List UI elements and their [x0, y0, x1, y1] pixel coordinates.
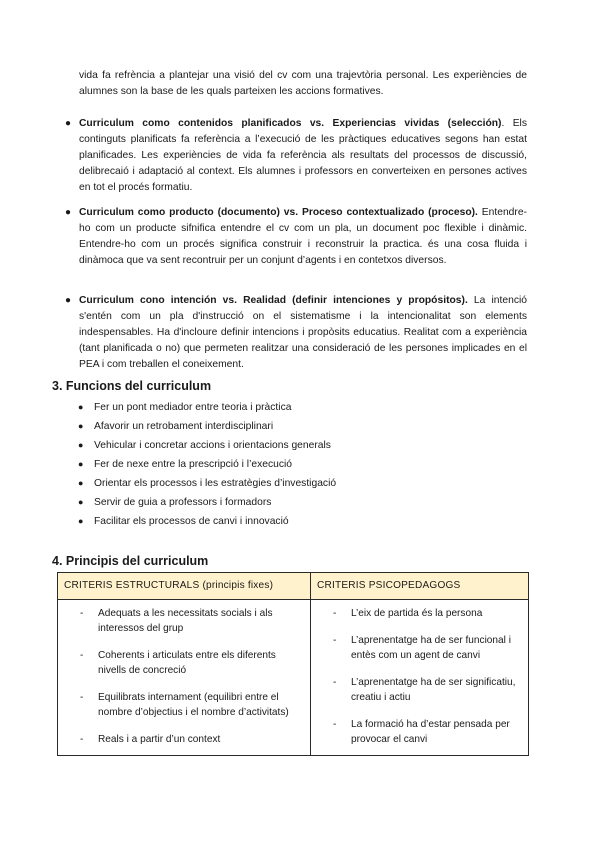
- bullet-icon: ●: [65, 295, 72, 306]
- bullet-text: . Els continguts planificats fa referència a l’execució de les pràctiques educatives segons han estat planificades. Les experiències de vida fa referència als resultats del processos de discussió, delibrecaió i adaptació al context. Els alumnes i professors en converteixen en persones actives en tot el procés formatiu.: [79, 118, 527, 193]
- bullet-heading: Curriculum como producto (documento) vs. Proceso contextualizado (proceso).: [79, 207, 478, 218]
- bullet-icon: ●: [78, 421, 84, 431]
- bullet-heading: Curriculum cono intención vs. Realidad (definir intenciones y propósitos).: [79, 295, 468, 306]
- bullet-icon: ●: [65, 207, 72, 218]
- bullet-heading: Curriculum como contenidos planificados vs. Experiencias vividas (selección): [79, 118, 502, 129]
- bullet-icon: ●: [78, 459, 84, 469]
- table-header-structural: CRITERIS ESTRUCTURALS (principis fixes): [58, 573, 311, 600]
- bullet-item-2: [65, 205, 527, 269]
- table-list-item: - Equilibrats internament (equilibri entre el nombre d’objectius i el nombre d’activitats): [80, 692, 289, 718]
- table-list-item: - Coherents i articulats entre els diferents nivells de concreció: [80, 650, 276, 676]
- table-list-item: - L’eix de partida és la persona: [333, 608, 483, 619]
- bullet-icon: ●: [78, 478, 84, 488]
- bullet-text: La intenció s'entén com un pla d'instrucció on el sistematisme i la intencionalitat son elements indespensables. Ha d'incloure definir intencions i propòsits educatius. Realitat com a experiència (tant planificada o no) que permeten realitzar una consideració de les persones implicades en el PEA i com treballen el coneixement.: [79, 295, 527, 370]
- bullet-icon: ●: [78, 402, 84, 412]
- functions-list: [78, 398, 336, 531]
- bullet-item-1: [65, 116, 527, 196]
- list-item: ● Facilitar els processos de canvi i innovació: [78, 512, 336, 531]
- bullet-icon: ●: [78, 516, 84, 526]
- dash-icon: -: [333, 677, 337, 688]
- dash-icon: -: [80, 650, 84, 661]
- table-list-item: - La formació ha d’estar pensada per provocar el canvi: [333, 719, 510, 745]
- dash-icon: -: [80, 734, 84, 745]
- list-item: ● Orientar els processos i les estratègies d’investigació: [78, 474, 336, 493]
- bullet-icon: ●: [65, 118, 72, 129]
- table-list-item: - Reals i a partir d’un context: [80, 734, 221, 745]
- dash-icon: -: [333, 635, 337, 646]
- intro-paragraph: vida fa refrència a plantejar una visió del cv com una trajevtòria personal. Les experiències de alumnes son la base de les quals parteixen les accions formatives.: [79, 70, 527, 97]
- bullet-text: Entendre-ho com un producte sifnifica entendre el cv com un pla, un document poc flexible i dinàmic. Entendre-ho com un procés significa construir i reconstruir la practica. és una cosa fluida i dinàmoca que va sent recontruir per un conjunt d’agents i en contetxos diversos.: [79, 207, 527, 266]
- criteria-table: [57, 572, 529, 756]
- list-item: ● Servir de guia a professors i formadors: [78, 493, 336, 512]
- table-cell-structural: [58, 600, 311, 756]
- bullet-icon: ●: [78, 440, 84, 450]
- dash-icon: -: [333, 719, 337, 730]
- table-list-item: - L’aprenentatge ha de ser significatiu, creatiu i actiu: [333, 677, 516, 703]
- table-header-psychopedagogical: CRITERIS PSICOPEDAGOGS: [311, 573, 529, 600]
- section-4-title: 4. Principis del curriculum: [52, 554, 209, 568]
- list-item: ● Fer un pont mediador entre teoria i pràctica: [78, 398, 336, 417]
- list-item: ● Afavorir un retrobament interdisciplinari: [78, 417, 336, 436]
- dash-icon: -: [80, 608, 84, 619]
- table-list-item: - L’aprenentatge ha de ser funcional i entès com un agent de canvi: [333, 635, 511, 661]
- list-item: ● Fer de nexe entre la prescripció i l’execució: [78, 455, 336, 474]
- bullet-item-3: [65, 293, 527, 373]
- dash-icon: -: [333, 608, 337, 619]
- list-item: ● Vehicular i concretar accions i orientacions generals: [78, 436, 336, 455]
- dash-icon: -: [80, 692, 84, 703]
- section-3-title: 3. Funcions del curriculum: [52, 379, 212, 393]
- bullet-icon: ●: [78, 497, 84, 507]
- table-list-item: - Adequats a les necessitats socials i als interessos del grup: [80, 608, 273, 634]
- table-cell-psychopedagogical: [311, 600, 529, 756]
